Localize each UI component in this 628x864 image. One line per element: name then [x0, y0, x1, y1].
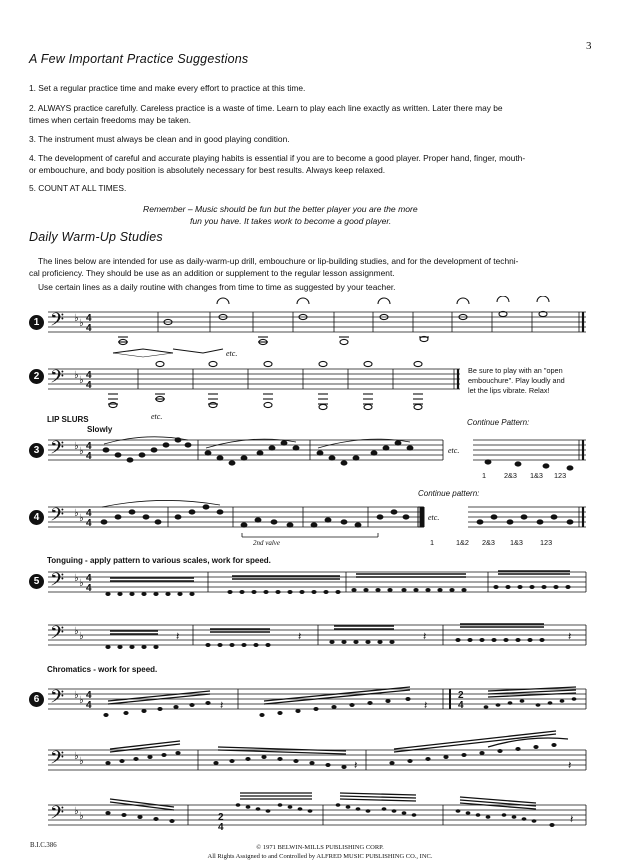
svg-text:4: 4 [218, 822, 224, 833]
warmup-para-1b: cal proficiency. They should be use as an addition or supplement to the regular lesson assignment. [29, 268, 395, 278]
svg-text:𝄢: 𝄢 [50, 438, 65, 463]
copyright-line-2: All Rights Assigned to and Controlled by ALFRED MUSIC PUBLISHING CO., INC. [207, 853, 433, 860]
svg-text:4: 4 [86, 573, 92, 584]
svg-text:𝄽: 𝄽 [220, 699, 224, 712]
suggestion-2-cont: times when certain freedoms may be taken. [29, 115, 191, 125]
svg-text:𝄢: 𝄢 [50, 623, 65, 648]
second-valve-label: 2nd valve [253, 539, 281, 545]
svg-text:4: 4 [86, 583, 92, 594]
exercise-number-6: 6 [29, 692, 44, 707]
exercise-number-3: 3 [29, 443, 44, 458]
svg-text:𝄽: 𝄽 [354, 759, 358, 772]
svg-text:𝄽: 𝄽 [570, 813, 574, 826]
svg-text:♭: ♭ [74, 508, 79, 519]
svg-text:𝄢: 𝄢 [50, 570, 65, 595]
etc-label-1: etc. [226, 349, 238, 358]
svg-text:𝄢: 𝄢 [50, 687, 65, 712]
suggestion-5: 5. COUNT AT ALL TIMES. [29, 183, 127, 193]
exercise-number-5: 5 [29, 574, 44, 589]
svg-text:𝄢: 𝄢 [50, 310, 65, 335]
slowly-label: Slowly [87, 425, 113, 434]
svg-text:♭: ♭ [79, 756, 84, 767]
svg-text:4: 4 [86, 313, 92, 324]
exercise-6-staff [48, 677, 593, 837]
svg-text:4: 4 [86, 441, 92, 452]
tonguing-label: Tonguing - apply pattern to various scales, work for speed. [47, 556, 271, 565]
copyright-line-1: © 1971 BELWIN-MILLS PUBLISHING CORP. [256, 844, 384, 851]
svg-text:𝄢: 𝄢 [50, 748, 65, 773]
svg-text:♭: ♭ [79, 375, 84, 386]
continue-pattern-4: Continue pattern: [418, 489, 480, 498]
practice-suggestions-title: A Few Important Practice Suggestions [29, 52, 249, 66]
chromatics-label: Chromatics - work for speed. [47, 665, 158, 674]
svg-text:𝄽: 𝄽 [176, 630, 180, 643]
svg-text:♭: ♭ [74, 441, 79, 452]
svg-text:4: 4 [86, 518, 92, 529]
page-number: 3 [586, 40, 592, 52]
svg-text:4: 4 [86, 323, 92, 334]
svg-text:♭: ♭ [74, 573, 79, 584]
exercise-5-staff [48, 560, 593, 670]
svg-text:♭: ♭ [74, 806, 79, 817]
svg-text:𝄽: 𝄽 [423, 630, 427, 643]
warmup-title: Daily Warm-Up Studies [29, 230, 163, 244]
exercise-number-1: 1 [29, 315, 44, 330]
svg-text:4: 4 [86, 690, 92, 701]
continue-pattern-3: Continue Pattern: [467, 418, 530, 427]
svg-text:♭: ♭ [79, 446, 84, 457]
svg-text:♭: ♭ [79, 578, 84, 589]
svg-text:4: 4 [86, 370, 92, 381]
exercise-number-4: 4 [29, 510, 44, 525]
svg-text:♭: ♭ [79, 513, 84, 524]
svg-text:𝄽: 𝄽 [568, 630, 572, 643]
etc-label-3: etc. [448, 446, 460, 455]
svg-text:♭: ♭ [79, 318, 84, 329]
svg-text:2: 2 [218, 812, 224, 823]
svg-text:𝄢: 𝄢 [50, 367, 65, 392]
suggestion-4-cont: or embouchure, and body position is absolutely necessary for best results. Always keep relaxed. [29, 165, 386, 175]
suggestion-4: 4. The development of careful and accurate playing habits is essential if you are to become a good player. Proper hand, finger, mouth- [29, 153, 526, 163]
svg-text:♭: ♭ [74, 370, 79, 381]
svg-text:𝄢: 𝄢 [50, 803, 65, 828]
open-embouchure-note: Be sure to play with an "open embouchure". Play loudly and let the lips vibrate. Relax! [468, 366, 565, 395]
exercise-number-2: 2 [29, 369, 44, 384]
svg-text:2: 2 [458, 690, 464, 701]
svg-text:♭: ♭ [79, 811, 84, 822]
svg-text:♭: ♭ [74, 626, 79, 637]
svg-text:4: 4 [458, 700, 464, 711]
svg-text:♭: ♭ [74, 751, 79, 762]
svg-text:𝄽: 𝄽 [424, 699, 428, 712]
svg-text:4: 4 [86, 508, 92, 519]
lip-slurs-label: LIP SLURS [47, 415, 89, 424]
remember-line-2: fun you have. It takes work to become a good player. [190, 216, 392, 226]
footer-code: B.I.C.386 [30, 842, 57, 849]
copyright-footer [160, 843, 480, 861]
svg-text:♭: ♭ [79, 631, 84, 642]
suggestion-2: 2. ALWAYS practice carefully. Careless practice is a waste of time. Learn to play each line exactly as written. Later there may be [29, 103, 503, 113]
warmup-para-2: Use certain lines as a daily routine with changes from time to time as suggested by your teacher. [38, 282, 396, 292]
suggestion-1: 1. Set a regular practice time and make every effort to practice at this time. [29, 83, 306, 93]
remember-line-1: Remember – Music should be fun but the better player you are the more [143, 204, 418, 214]
svg-text:♭: ♭ [74, 690, 79, 701]
warmup-para-1a: The lines below are intended for use as daily-warm-up drill, embouchure or lip-building studies, and for the development of techni- [38, 256, 519, 266]
svg-text:♭: ♭ [79, 695, 84, 706]
svg-text:4: 4 [86, 451, 92, 462]
music-page: 3 A Few Important Practice Suggestions 1. Set a regular practice time and make every effort to practice at this time. 2. ALWAYS practice carefully. Careless practice is a waste of time. Learn to play each line exactly as written. Later there may be times when certain freedoms may be taken. 3. The instrument must always be clean and in good playing condition. 4. The development of careful and accurate playing habits is essential if you are to become a good player. Proper hand, finger, mouth- or embouchure, and body position is absolutely necessary for best results. Always keep relaxed. 5. COUNT AT ALL TIMES. Remember – Music should be fun but the better player you are the more fun you have. It takes work to become a good player. Daily Warm-Up Studies The lines below are intended for use as daily-warm-up drill, embouchure or lip-building studies, and for the development of techni- cal proficiency. They should be use as an addition or supplement to the regular lesson assignment. Use certain lines as a daily routine with changes from time to time as suggested by your teacher. 1 𝄢 ♭ ♭ 4 4 etc. 2 𝄢 ♭ ♭ 4 4 etc. Be sure to play with an "open embouchure". Play loudly and let the lips vibrate. Relax! LIP SLURS Slowly Continue Pattern: 3 𝄢 ♭ ♭ 4 4 etc. 1 2&3 1&3 123 Continue pattern: 4 𝄢 ♭ ♭ 4 4 2nd valve etc. 1 1&2 2&3 1&3 123 Tonguing - apply pattern to various scales, work for speed. 5 𝄢 ♭ ♭ 4 4 𝄢 ♭ ♭ 𝄽 𝄽 𝄽 𝄽 Chromatics - work for speed. 6 𝄢 ♭ ♭ 4 4 2 4 𝄢 ♭ ♭ 𝄢 ♭ ♭ 2 4 𝄽 𝄽 𝄽 𝄽 𝄽 B.I.C.386 © 1971 BELWIN-MILLS PUBLISHING CORP. All Rights Assigned to and Controlled by ALFRED MUSIC PUBLISHING CO., INC. [0, 0, 628, 864]
svg-text:4: 4 [86, 380, 92, 391]
etc-label-4: etc. [428, 513, 440, 522]
svg-text:𝄢: 𝄢 [50, 505, 65, 530]
exercise-2-staff [48, 355, 468, 425]
svg-text:4: 4 [86, 700, 92, 711]
etc-label-2: etc. [151, 412, 163, 421]
svg-text:𝄽: 𝄽 [298, 630, 302, 643]
svg-text:𝄽: 𝄽 [568, 759, 572, 772]
exercise-1-staff [48, 296, 593, 358]
svg-text:♭: ♭ [74, 313, 79, 324]
suggestion-3: 3. The instrument must always be clean and in good playing condition. [29, 134, 290, 144]
